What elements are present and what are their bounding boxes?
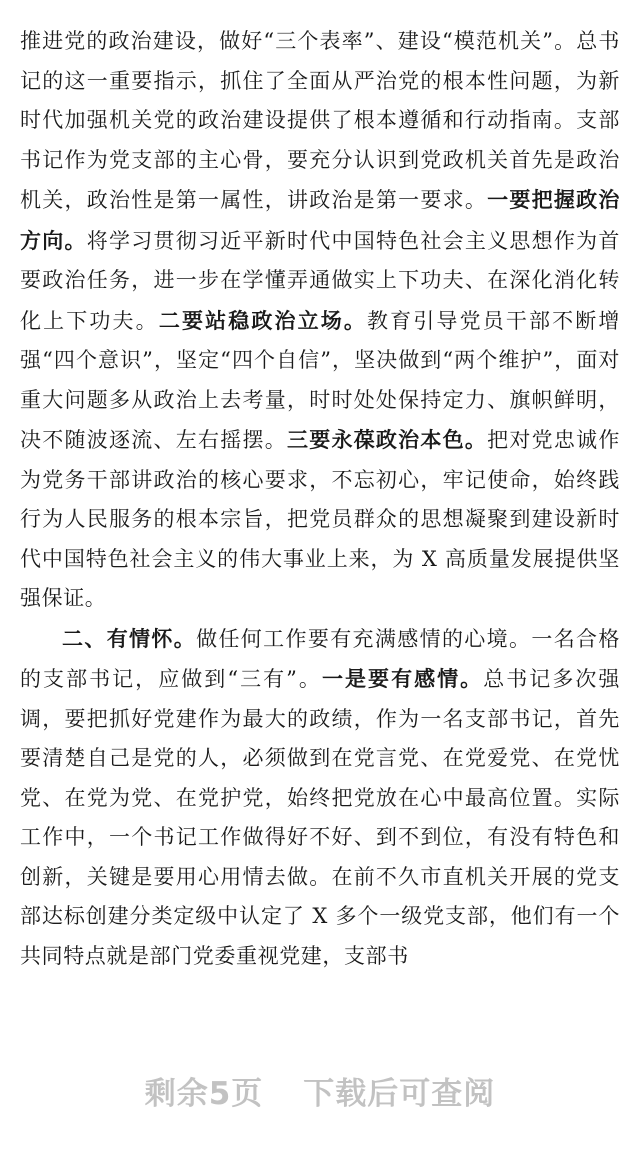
document-body: [20, 22, 620, 976]
text-run: 推进党的政治建设，做好“三个表率”、建设“模范机关”。总书记的这一重要指示，抓住了全面从严治党的根本性问题，为新时代加强机关党的政治建设提供了根本遵循和行动指南。支部书记作为党支部的主心骨，要充分认识到党政机关首先是政治机关，政治性是第一属性，讲政治是第一要求。: [20, 29, 620, 212]
text-run: 总书记多次强调，要把抓好党建作为最大的政绩，作为一名支部书记，首先要清楚自己是党的人，必须做到在党言党、在党爱党、在党忧党、在党为党、在党护党，始终把党放在心中最高位置。实际工作中，一个书记工作做得好不好、到不到位，有没有特色和创新，关键是要用心用情去做。在前不久市直机关开展的党支部达标创建分类定级中认定了 X 多个一级党支部，他们有一个共同特点就是部门党委重视党建，支部书: [20, 667, 620, 968]
text-run: 将学习贯彻习近平新时代中国特色社会主义思想作为首要政治任务，进一步在学懂弄通做实上下功夫、在深化消化转化上下功夫。: [20, 228, 620, 333]
bold-heading-run: 二要站稳政治立场。: [158, 307, 368, 333]
text-run: 做任何工作要有充满感情的心境。一名合格的支部书记，应做到“三有”。: [20, 626, 620, 691]
remaining-pages-label: 剩余5页: [144, 1076, 264, 1112]
text-run: 把对党忠诚作为党务干部讲政治的核心要求，不忘初心，牢记使命，始终践行为人民服务的根本宗旨，把党员群众的思想凝聚到建设新时代中国特色社会主义的伟大事业上来，为 X 高质量发展提供坚强保证。: [20, 428, 620, 610]
paragraph-feelings: [20, 619, 620, 977]
bold-heading-run: 一是要有感情。: [321, 666, 484, 691]
text-run: 教育引导党员干部不断增强“四个意识”，坚定“四个自信”，坚决做到“两个维护”，面对重大问题多从政治上去考量，时时处处保持定力、旗帜鲜明，决不随波逐流、左右摇摆。: [20, 308, 620, 452]
download-to-view-label: 下载后可查阅: [303, 1076, 496, 1112]
bold-heading-run: 二、有情怀。: [62, 625, 197, 651]
bold-heading-run: 一要把握政治方向。: [20, 187, 620, 253]
paragraph-political-construction: [20, 22, 620, 619]
download-prompt[interactable]: [0, 1068, 640, 1113]
bold-heading-run: 三要永葆政治本色。: [286, 427, 488, 452]
